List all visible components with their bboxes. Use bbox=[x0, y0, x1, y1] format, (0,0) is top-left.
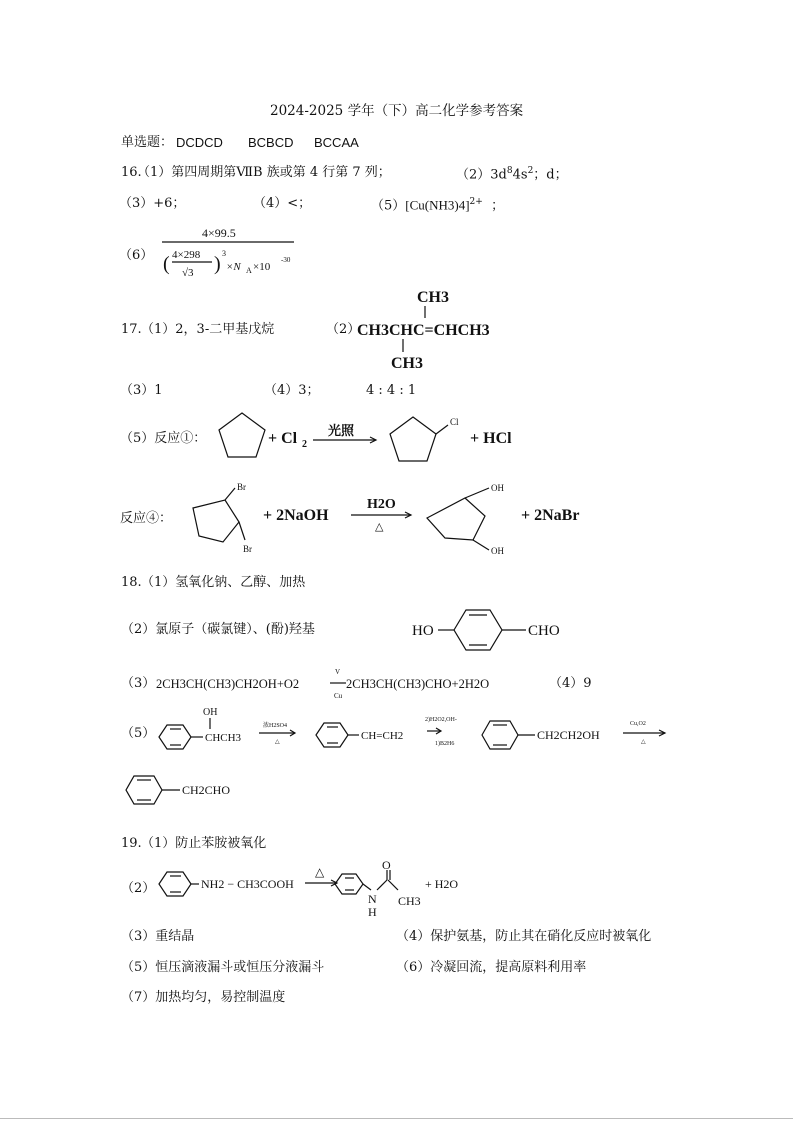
reaction-4-label: 反应④： bbox=[120, 511, 173, 526]
svg-text:CH2CH2OH: CH2CH2OH bbox=[537, 728, 600, 742]
q17-part2-label: （2） bbox=[326, 322, 361, 337]
answer-group-2: BCBCD bbox=[248, 135, 294, 150]
diol-ring bbox=[427, 498, 485, 540]
synthesis-route-row1 bbox=[155, 705, 675, 757]
svg-text:CH2CHO: CH2CHO bbox=[182, 783, 231, 797]
svg-text:2)H2O2,OH-: 2)H2O2,OH- bbox=[425, 717, 457, 723]
q19-part4: （4）保护氨基，防止其在硝化反应时被氧化 bbox=[396, 929, 652, 944]
acetylation-equation bbox=[155, 858, 475, 922]
svg-text:△: △ bbox=[375, 521, 384, 533]
light-condition: 光照 bbox=[328, 423, 355, 438]
svg-text:): ) bbox=[214, 253, 221, 275]
q17-part4-ratio: 4 : 4 : 1 bbox=[366, 383, 417, 398]
svg-text:△: △ bbox=[315, 865, 325, 879]
formula-numerator: 4×99.5 bbox=[202, 226, 236, 240]
svg-text:H: H bbox=[368, 905, 377, 919]
reaction-4 bbox=[175, 478, 615, 563]
svg-text:CH3CHC=CHCH3: CH3CHC=CHCH3 bbox=[357, 322, 490, 339]
chlorocyclopentane-ring bbox=[390, 417, 436, 461]
q19-part7: （7）加热均匀，易控制温度 bbox=[121, 990, 286, 1005]
svg-text:Br: Br bbox=[243, 544, 252, 554]
svg-text:△: △ bbox=[641, 739, 646, 745]
svg-text:×10: ×10 bbox=[253, 261, 271, 273]
q18-part1: （1）氢氧化钠、乙醇、加热 bbox=[141, 575, 306, 590]
svg-text:OH: OH bbox=[491, 546, 504, 556]
q18-part3-label: （3） bbox=[121, 676, 156, 691]
q16-number: 16. bbox=[121, 165, 142, 180]
q19-part1: （1）防止苯胺被氧化 bbox=[141, 836, 267, 851]
q16-part1: （1）第四周期第ⅦB 族或第 4 行第 7 列； bbox=[137, 165, 391, 180]
reaction-1 bbox=[210, 405, 540, 470]
q19-number: 19. bbox=[121, 836, 142, 851]
svg-text:△: △ bbox=[275, 739, 280, 745]
svg-text:2: 2 bbox=[302, 439, 307, 450]
svg-text:Cu: Cu bbox=[334, 692, 343, 700]
q18-number: 18. bbox=[121, 575, 142, 590]
formula-avogadro: ×N bbox=[226, 261, 241, 273]
svg-text:CH=CH2: CH=CH2 bbox=[361, 730, 404, 742]
svg-text:1)B2H6: 1)B2H6 bbox=[435, 741, 455, 747]
svg-text:(: ( bbox=[163, 253, 170, 275]
svg-text:OH: OH bbox=[203, 707, 218, 718]
formula-den-top: 4×298 bbox=[172, 249, 201, 261]
q17-part1: （1）2，3-二甲基戊烷 bbox=[141, 322, 275, 337]
q17-structure bbox=[355, 284, 515, 374]
q18-part4: （4）9 bbox=[549, 676, 592, 691]
formula-den-exp: 3 bbox=[222, 249, 226, 258]
page-title: 2024-2025 学年（下）高二化学参考答案 bbox=[270, 103, 524, 119]
synthesis-route-row2 bbox=[122, 770, 282, 815]
svg-text:O: O bbox=[382, 858, 391, 872]
svg-text:H2O: H2O bbox=[367, 497, 396, 512]
svg-text:+ 2NaOH: + 2NaOH bbox=[263, 507, 329, 524]
q16-part5: $(5)[Cu(NH3)4]^{2+}$ ； bbox=[371, 197, 505, 214]
q16-part4: （4）<； bbox=[253, 196, 312, 211]
q17-part3: （3）1 bbox=[120, 383, 163, 398]
q18-part5-label: （5） bbox=[121, 726, 156, 741]
benzene-ring bbox=[454, 610, 502, 650]
dibromocyclopentane-ring bbox=[193, 500, 239, 542]
svg-text:CHCH3: CHCH3 bbox=[205, 732, 242, 744]
svg-text:+ H2O: + H2O bbox=[425, 877, 459, 891]
svg-text:N: N bbox=[368, 892, 377, 906]
q19-part3: （3）重结晶 bbox=[121, 929, 195, 944]
svg-text:NH2 − CH3COOH: NH2 − CH3COOH bbox=[201, 877, 294, 891]
svg-text:+ Cl: + Cl bbox=[268, 430, 298, 447]
q17-part5-label: （5）反应①： bbox=[120, 431, 207, 446]
svg-text:+ HCl: + HCl bbox=[470, 430, 512, 447]
answer-group-1: DCDCD bbox=[176, 135, 223, 150]
q17-part4: （4）3； bbox=[264, 383, 320, 398]
svg-text:Cu,O2: Cu,O2 bbox=[630, 721, 646, 727]
q16-part6-label: （6） bbox=[119, 248, 154, 263]
svg-text:浓H2SO4: 浓H2SO4 bbox=[263, 723, 288, 729]
hydroxybenzaldehyde-structure bbox=[410, 605, 580, 655]
formula-den-bottom: √3 bbox=[182, 267, 194, 279]
svg-text:2CH3CH(CH3)CH2OH+O2: 2CH3CH(CH3)CH2OH+O2 bbox=[156, 677, 300, 691]
svg-text:CH3: CH3 bbox=[417, 289, 449, 306]
q16-part3: （3）+6； bbox=[119, 196, 186, 211]
svg-text:A: A bbox=[246, 266, 252, 275]
q16-part2: $(2)3d^84s^2$；d； bbox=[456, 166, 568, 183]
svg-text:OH: OH bbox=[491, 483, 504, 493]
svg-text:CHO: CHO bbox=[528, 623, 560, 639]
svg-text:HO: HO bbox=[412, 623, 434, 639]
page-bottom-rule bbox=[0, 1118, 793, 1119]
q18-part2: （2）氯原子（碳氯键）、(酚)羟基 bbox=[121, 622, 315, 637]
single-choice-label: 单选题： bbox=[121, 135, 174, 150]
q19-part6: （6）冷凝回流，提高原料利用率 bbox=[396, 960, 587, 975]
density-formula bbox=[160, 222, 300, 286]
svg-text:+ 2NaBr: + 2NaBr bbox=[521, 507, 580, 524]
svg-text:Cl: Cl bbox=[450, 417, 459, 427]
svg-text:V: V bbox=[335, 668, 341, 676]
svg-text:Br: Br bbox=[237, 482, 246, 492]
q17-number: 17. bbox=[121, 322, 142, 337]
cyclopentane-ring bbox=[219, 413, 265, 457]
svg-text:2CH3CH(CH3)CHO+2H2O: 2CH3CH(CH3)CHO+2H2O bbox=[346, 677, 490, 691]
q19-part5: （5）恒压滴液漏斗或恒压分液漏斗 bbox=[121, 960, 325, 975]
svg-text:CH3: CH3 bbox=[398, 894, 421, 908]
oxidation-equation bbox=[156, 664, 516, 704]
q19-part2-label: （2） bbox=[121, 881, 156, 896]
svg-text:-30: -30 bbox=[281, 256, 291, 264]
answer-group-3: BCCAA bbox=[314, 135, 359, 150]
benzene-ring bbox=[335, 874, 363, 894]
svg-text:CH3: CH3 bbox=[391, 355, 423, 372]
